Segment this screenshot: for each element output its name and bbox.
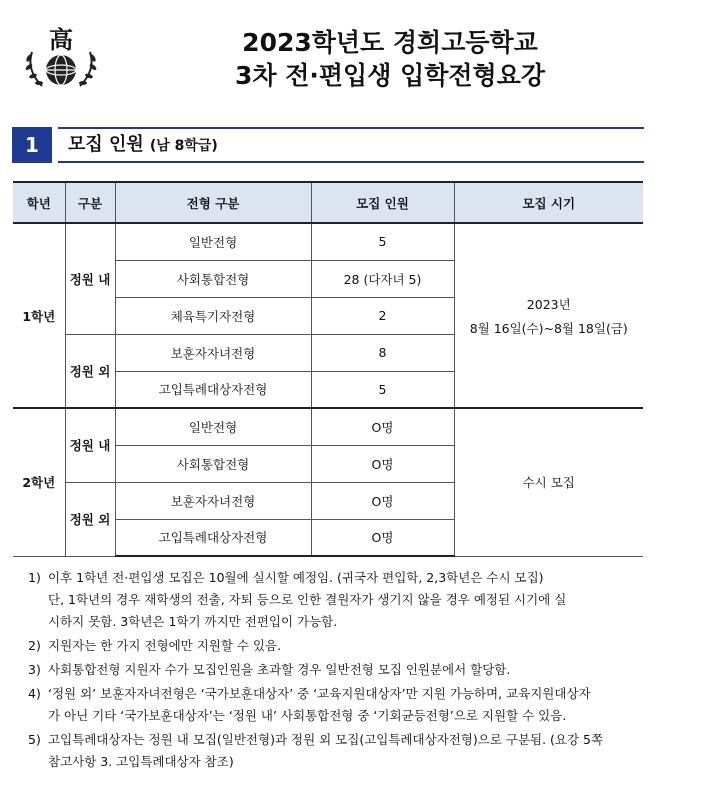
note-line: ‘정원 외’ 보훈자자녀전형은 ‘국가보훈대상자’ 중 ‘교육지원대상자’만 지원 가능하며, 교육지원대상자 <box>48 686 591 701</box>
note-item <box>28 683 678 727</box>
svg-text:高: 高 <box>49 25 73 54</box>
admission-count: 5 <box>311 223 454 260</box>
recruitment-table <box>13 181 643 557</box>
admission-count: O명 <box>311 408 454 445</box>
note-item <box>28 659 678 681</box>
section-number: 1 <box>12 127 52 163</box>
note-item <box>28 729 678 773</box>
grade-1-period <box>454 223 643 408</box>
table-row <box>13 223 643 260</box>
note-number: 3) <box>28 662 41 677</box>
header-grade: 학년 <box>13 182 65 223</box>
note-line: 단, 1학년의 경우 재학생의 전출, 자퇴 등으로 인한 결원자가 생기지 않을 경우 예정된 시기에 실 <box>48 592 567 607</box>
grade-2-label: 2학년 <box>13 408 65 556</box>
title-line-2: 3차 전·편입생 입학전형요강 <box>235 61 545 90</box>
admission-count: 5 <box>311 371 454 408</box>
grade-1-in-quota: 정원 내 <box>65 223 115 334</box>
section-title-text: 모집 인원 <box>68 134 144 155</box>
table-header-row <box>13 182 643 223</box>
grade-1-label: 1학년 <box>13 223 65 408</box>
admission-type: 일반전형 <box>115 223 311 260</box>
note-number: 4) <box>28 686 41 701</box>
header-category: 구분 <box>65 182 115 223</box>
admission-type: 보훈자자녀전형 <box>115 334 311 371</box>
document-title <box>150 26 630 92</box>
section-title <box>68 130 218 161</box>
admission-type: 고입특례대상자전형 <box>115 519 311 556</box>
admission-type: 체육특기자전형 <box>115 297 311 334</box>
note-number: 5) <box>28 732 41 747</box>
grade-2-in-quota: 정원 내 <box>65 408 115 482</box>
note-item <box>28 567 678 633</box>
grade-1-out-quota: 정원 외 <box>65 334 115 408</box>
grade-1-period-dates: 8월 16일(수)~8월 18일(금) <box>469 320 628 336</box>
note-number: 1) <box>28 570 41 585</box>
header-period: 모집 시기 <box>454 182 643 223</box>
note-number: 2) <box>28 638 41 653</box>
header-count: 모집 인원 <box>311 182 454 223</box>
note-line: 이후 1학년 전·편입생 모집은 10월에 실시할 예정임. (귀국자 편입학, 2,3학년은 수시 모집) <box>48 570 544 585</box>
table-row <box>13 408 643 445</box>
admission-type: 보훈자자녀전형 <box>115 482 311 519</box>
note-line: 시하지 못함. 3학년은 1학기 까지만 전편입이 가능함. <box>48 614 338 629</box>
section-rule-bottom <box>58 161 644 163</box>
admission-count: O명 <box>311 445 454 482</box>
note-item <box>28 635 678 657</box>
grade-2-period: 수시 모집 <box>454 408 643 556</box>
admission-type: 일반전형 <box>115 408 311 445</box>
note-line: 사회통합전형 지원자 수가 모집인원을 초과할 경우 일반전형 모집 인원분에서 할당함. <box>48 662 511 677</box>
note-line: 지원자는 한 가지 전형에만 지원할 수 있음. <box>48 638 282 653</box>
notes-list <box>28 567 678 773</box>
note-line: 고입특례대상자는 정원 내 모집(일반전형)과 정원 외 모집(고입특례대상자전형)으로 구분됨. (요강 5쪽 <box>48 732 604 747</box>
admission-count: O명 <box>311 519 454 556</box>
admission-count: 28 (다자녀 5) <box>311 260 454 297</box>
admission-count: 2 <box>311 297 454 334</box>
section-rule-top <box>58 127 644 129</box>
document-header <box>0 0 705 110</box>
school-emblem-icon <box>20 22 102 94</box>
grade-1-period-year: 2023년 <box>526 296 571 312</box>
note-line: 가 아닌 기타 ‘국가보훈대상자’는 ‘정원 내’ 사회통합전형 중 ‘기회균등전형’으로 지원할 수 있음. <box>48 708 567 723</box>
header-admission-type: 전형 구분 <box>115 182 311 223</box>
title-line-1: 2023학년도 경희고등학교 <box>242 28 538 57</box>
section-heading <box>12 127 644 163</box>
note-line: 참고사항 3. 고입특례대상자 참조) <box>48 754 234 769</box>
admission-count: 8 <box>311 334 454 371</box>
admission-type: 사회통합전형 <box>115 445 311 482</box>
section-subtitle: (남 8학급) <box>149 138 218 154</box>
grade-2-out-quota: 정원 외 <box>65 482 115 556</box>
admission-type: 고입특례대상자전형 <box>115 371 311 408</box>
admission-type: 사회통합전형 <box>115 260 311 297</box>
admission-count: O명 <box>311 482 454 519</box>
